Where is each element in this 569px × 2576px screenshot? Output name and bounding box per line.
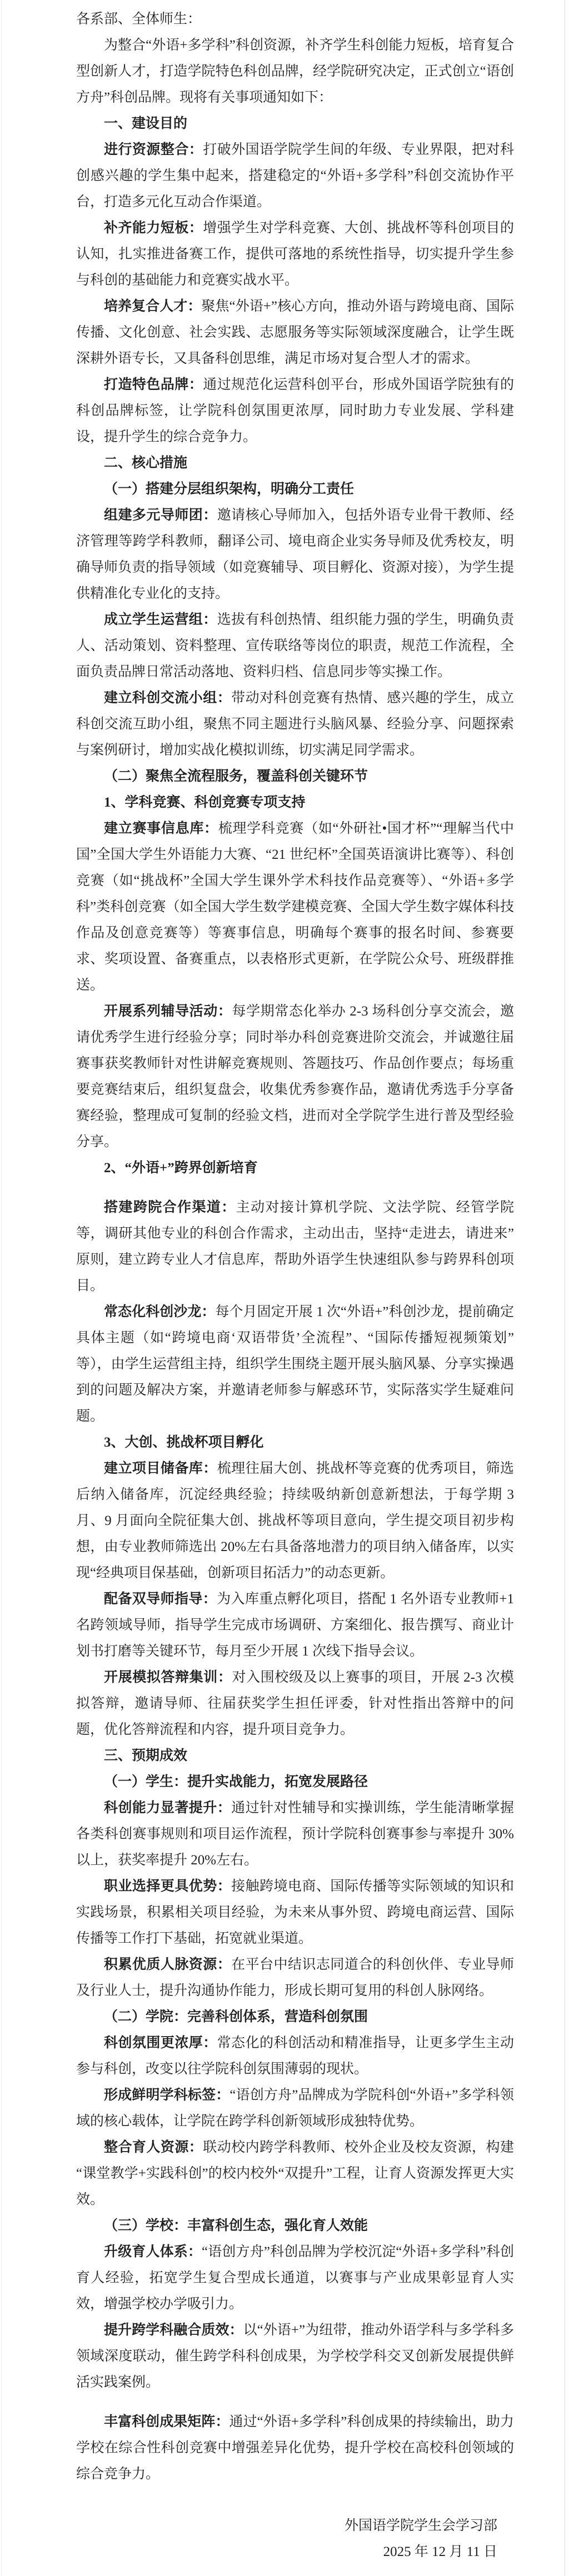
paragraph-lead: 1、学科竞赛、科创竞赛专项支持 bbox=[104, 795, 306, 810]
paragraph-text: 为入库重点孵化项目，搭配 1 名外语专业教师+1 名跨领域导师，指导学生完成市场调研、方案细化、报告撰写、商业计划书打磨等关键环节，每月至少开展 1 次线下指导会议。 bbox=[76, 1592, 514, 1659]
paragraph-lead: 提升跨学科融合质效： bbox=[104, 2323, 243, 2338]
document-body bbox=[76, 32, 514, 2487]
paragraph bbox=[76, 2409, 514, 2487]
paragraph-text: 通过“外语+多学科”科创成果的持续输出，助力学校在综合性科创竞赛中增强差异化优势，提升学校在高校科创领域的综合竞争力。 bbox=[76, 2414, 514, 2482]
page-left-edge bbox=[1, 0, 2, 2576]
subsection-heading bbox=[76, 1769, 514, 1795]
section-heading bbox=[76, 1743, 514, 1769]
paragraph-lead: 成立学生运营组： bbox=[104, 612, 217, 627]
paragraph-lead: 培养复合人才： bbox=[104, 299, 202, 314]
paragraph-lead: 建立科创交流小组： bbox=[104, 691, 232, 706]
paragraph-text: 联动校内跨学科教师、校外企业及校友资源，构建“课堂教学+实践科创”的校内校外“双提升”工程，让育人资源发挥更大实效。 bbox=[76, 2140, 514, 2207]
paragraph-text: 对入围校级及以上赛事的项目，开展 2-3 次模拟答辩，邀请导师、往届获奖学生担任评委，针对性指出答辩中的问题，优化答辩流程和内容，提升项目竞争力。 bbox=[76, 1670, 514, 1737]
paragraph-lead: 三、预期成效 bbox=[104, 1748, 188, 1763]
paragraph-text: 邀请核心导师加入，包括外语专业骨干教师、经济管理等跨学科教师，翻译公司、境电商企业实务导师及优秀校友，明确导师负责的指导领域（如竞赛辅导、项目孵化、资源对接），为学生提供精准化专业化的支持。 bbox=[76, 508, 514, 601]
paragraph bbox=[76, 2030, 514, 2082]
section-heading bbox=[76, 450, 514, 476]
paragraph-lead: 搭建跨院合作渠道： bbox=[104, 1200, 236, 1215]
section-heading bbox=[76, 111, 514, 137]
paragraph bbox=[76, 2082, 514, 2134]
paragraph-lead: 配备双导师指导： bbox=[104, 1592, 217, 1607]
paragraph-text: 梳理往届大创、挑战杯等竞赛的优秀项目，筛选后纳入储备库，沉淀经典经验；持续吸纳新创意新想法，于每学期 3 月、9 月面向全院征集大创、挑战杯等项目意向，学生提交项目初步构想，由专业教师筛选出 20%左右具备落地潜力的项目纳入储备库，以实现“经典项目保基础，创新项目拓活力”的动态更新。 bbox=[76, 1461, 514, 1580]
paragraph-text: 每学期常态化举办 2-3 场科创分享交流会，邀请优秀学生进行经验分享；同时举办科创竞赛进阶交流会，并诚邀往届赛事获奖教师针对性讲解竞赛规则、答题技巧、作品创作要点；每场重要竞赛结束后，组织复盘会，收集优秀参赛作品，邀请优秀选手分享备赛经验，整理成可复制的经验文档，进而对全学院学生进行普及型经验分享。 bbox=[76, 1004, 514, 1149]
paragraph-text: 通过针对性辅导和实操训练，学生能清晰掌握各类科创赛事规则和项目运作流程，预计学院科创赛事参与率提升 30%以上，获奖率提升 20%左右。 bbox=[76, 1800, 514, 1868]
paragraph-lead: （三）学校：丰富科创生态，强化育人效能 bbox=[104, 2218, 368, 2233]
paragraph bbox=[76, 1586, 514, 1664]
salutation: 各系部、全体师生： bbox=[76, 12, 202, 27]
paragraph bbox=[76, 32, 514, 111]
paragraph-text: 每个月固定开展 1 次“外语+”科创沙龙，提前确定具体主题（如“跨境电商‘双语带货’全流程”、“国际传播短视频策划”等），由学生运营组主持，组织学生围绕主题开展头脑风暴、分享实操遇到的问题及解决方案，并邀请老师参与解惑环节，实际落实学生疑难问题。 bbox=[76, 1304, 514, 1424]
paragraph-text: 带动对科创竞赛有热情、感兴趣的学生，成立科创交流互助小组，聚焦不同主题进行头脑风暴、经验分享、问题探索与案例研讨，增加实战化模拟训练，切实满足同学需求。 bbox=[76, 691, 514, 758]
paragraph bbox=[76, 1952, 514, 2004]
paragraph-lead: 科创能力显著提升： bbox=[104, 1800, 232, 1815]
paragraph-lead: 打造特色品牌： bbox=[104, 377, 203, 392]
paragraph-lead: 形成鲜明学科标签： bbox=[104, 2088, 230, 2103]
paragraph bbox=[76, 1873, 514, 1952]
paragraph bbox=[76, 1795, 514, 1873]
paragraph bbox=[76, 372, 514, 450]
paragraph-lead: 丰富科创成果矩阵： bbox=[104, 2414, 229, 2429]
paragraph bbox=[76, 2317, 514, 2395]
paragraph-lead: 职业选择更具优势： bbox=[104, 1879, 232, 1894]
paragraph-text: “语创方舟”品牌成为学院科创“外语+”多学科领域的核心载体，让学院在跨学科创新领域形成独特优势。 bbox=[76, 2088, 514, 2129]
item-heading bbox=[76, 789, 514, 816]
paragraph-lead: 整合育人资源： bbox=[104, 2140, 203, 2155]
paragraph-text: 梳理学科竞赛（如“外研社•国才杯”“理解当代中国”全国大学生外语能力大赛、“21 世纪杯”全国英语演讲比赛等）、科创竞赛（如“挑战杯”全国大学生课外学术科技作品竞赛等）、“外语+多学科”类科创竞赛（如全国大学生数学建模竞赛、全国大学生数字媒体科技作品及创意竞赛等）等赛事信息，明确每个赛事的报名时间、参赛要求、奖项设置、备赛重点，以表格形式更新，在学院公众号、班级群推送。 bbox=[76, 821, 514, 993]
paragraph-text: 接触跨境电商、国际传播等实际领域的知识和实践场景，积累相关项目经验，为未来从事外贸、跨境电商运营、国际传播等工作打下基础，拓宽就业渠道。 bbox=[76, 1879, 514, 1946]
paragraph-lead: 常态化科创沙龙： bbox=[104, 1304, 216, 1319]
item-heading bbox=[76, 1429, 514, 1455]
paragraph-text: 增强学生对学科竞赛、大创、挑战杯等科创项目的认知，扎实推进备赛工作，提供可落地的系统性指导，切实提升学生参与科创的基础能力和竞赛实战水平。 bbox=[76, 221, 514, 288]
paragraph bbox=[76, 293, 514, 372]
paragraph-lead: （二）学院：完善科创体系，营造科创氛围 bbox=[104, 2009, 368, 2024]
paragraph-text: 选拔有科创热情、组织能力强的学生，明确负责人、活动策划、资料整理、宣传联络等岗位的职责，规范工作流程，全面负责品牌日常活动落地、资料归档、信息同步等实操工作。 bbox=[76, 612, 514, 679]
paragraph bbox=[76, 607, 514, 685]
paragraph bbox=[76, 2134, 514, 2213]
paragraph bbox=[76, 1455, 514, 1586]
paragraph bbox=[76, 1299, 514, 1429]
paragraph-lead: 建立赛事信息库： bbox=[104, 821, 218, 836]
paragraph-text: 为整合“外语+多学科”科创资源，补齐学生科创能力短板，培育复合型创新人才，打造学院特色科创品牌，经学院研究决定，正式创立“语创方舟”科创品牌。现将有关事项通知如下： bbox=[76, 38, 514, 105]
paragraph-lead: 开展系列辅导活动： bbox=[104, 1004, 232, 1019]
paragraph bbox=[76, 816, 514, 998]
item-heading bbox=[76, 1155, 514, 1181]
paragraph-text: 以“外语+”为纽带，推动外语学科与多学科多领域深度联动，催生跨学科科创成果，为学校学科交叉创新发展提供鲜活实践案例。 bbox=[76, 2323, 514, 2390]
paragraph bbox=[76, 998, 514, 1155]
paragraph-lead: 升级育人体系： bbox=[104, 2244, 202, 2259]
subsection-heading bbox=[76, 2213, 514, 2239]
paragraph bbox=[76, 215, 514, 293]
paragraph-lead: （一）搭建分层组织架构，明确分工责任 bbox=[104, 482, 355, 497]
paragraph-text: 常态化的科创活动和精准指导，让更多学生主动参与科创，改变以往学院科创氛围薄弱的现状。 bbox=[76, 2035, 514, 2077]
paragraph-lead: 2、“外语+”跨界创新培育 bbox=[104, 1161, 258, 1176]
paragraph-text: 聚焦“外语+”核心方向，推动外语与跨境电商、国际传播、文化创意、社会实践、志愿服务等实际领域深度融合，让学生既深耕外语专长，又具备科创思维，满足市场对复合型人才的需求。 bbox=[76, 299, 514, 366]
paragraph-text: 在平台中结识志同道合的科创伙伴、专业导师及行业人士，提升沟通协作能力，形成长期可复用的科创人脉网络。 bbox=[76, 1957, 514, 1998]
paragraph-lead: （一）学生：提升实战能力，拓宽发展路径 bbox=[104, 1774, 368, 1789]
subsection-heading bbox=[76, 2004, 514, 2030]
notice-document bbox=[76, 6, 514, 2565]
date: 2025 年 12 月 11 日 bbox=[383, 2544, 497, 2559]
signature: 外国语学院学生会学习部 bbox=[344, 2518, 497, 2533]
paragraph bbox=[76, 2239, 514, 2317]
paragraph-lead: 补齐能力短板： bbox=[104, 221, 203, 236]
paragraph-lead: 积累优质人脉资源： bbox=[104, 1957, 232, 1972]
paragraph-lead: 开展模拟答辩集训： bbox=[104, 1670, 232, 1685]
paragraph bbox=[76, 137, 514, 215]
paragraph-lead: 二、核心措施 bbox=[104, 456, 188, 471]
paragraph-text: 主动对接计算机学院、文法学院、经管学院等，调研其他专业的科创合作需求，主动出击，坚持“走进去，请进来”原则，建立跨专业人才信息库，帮助外语学生快速组队参与跨界科创项目。 bbox=[76, 1200, 514, 1293]
paragraph-lead: 组建多元导师团： bbox=[104, 508, 217, 523]
paragraph-lead: 科创氛围更浓厚： bbox=[104, 2035, 217, 2050]
subsection-heading bbox=[76, 763, 514, 789]
paragraph bbox=[76, 1664, 514, 1743]
paragraph bbox=[76, 502, 514, 607]
paragraph-text: 通过规范化运营科创平台，形成外国语学院独有的科创品牌标签，让学院科创氛围更浓厚，同时助力专业发展、学科建设，提升学生的综合竞争力。 bbox=[76, 377, 514, 444]
paragraph-text: “语创方舟”科创品牌为学校沉淀“外语+多学科”科创育人经验，拓宽学生复合型成长通道，以赛事与产业成果彰显育人实效，增强学校办学吸引力。 bbox=[76, 2244, 514, 2312]
paragraph-text: 打破外国语学院学生间的年级、专业界限，把对科创感兴趣的学生集中起来，搭建稳定的“外语+多学科”科创交流协作平台，打造多元化互动合作渠道。 bbox=[76, 142, 514, 209]
paragraph-lead: （二）聚焦全流程服务，覆盖科创关键环节 bbox=[104, 769, 368, 784]
paragraph-lead: 进行资源整合： bbox=[104, 142, 203, 157]
paragraph-lead: 建立项目储备库： bbox=[104, 1461, 217, 1476]
paragraph-lead: 一、建设目的 bbox=[104, 116, 188, 131]
paragraph-lead: 3、大创、挑战杯项目孵化 bbox=[104, 1435, 264, 1450]
paragraph bbox=[76, 685, 514, 763]
paragraph bbox=[76, 1194, 514, 1299]
subsection-heading bbox=[76, 476, 514, 502]
